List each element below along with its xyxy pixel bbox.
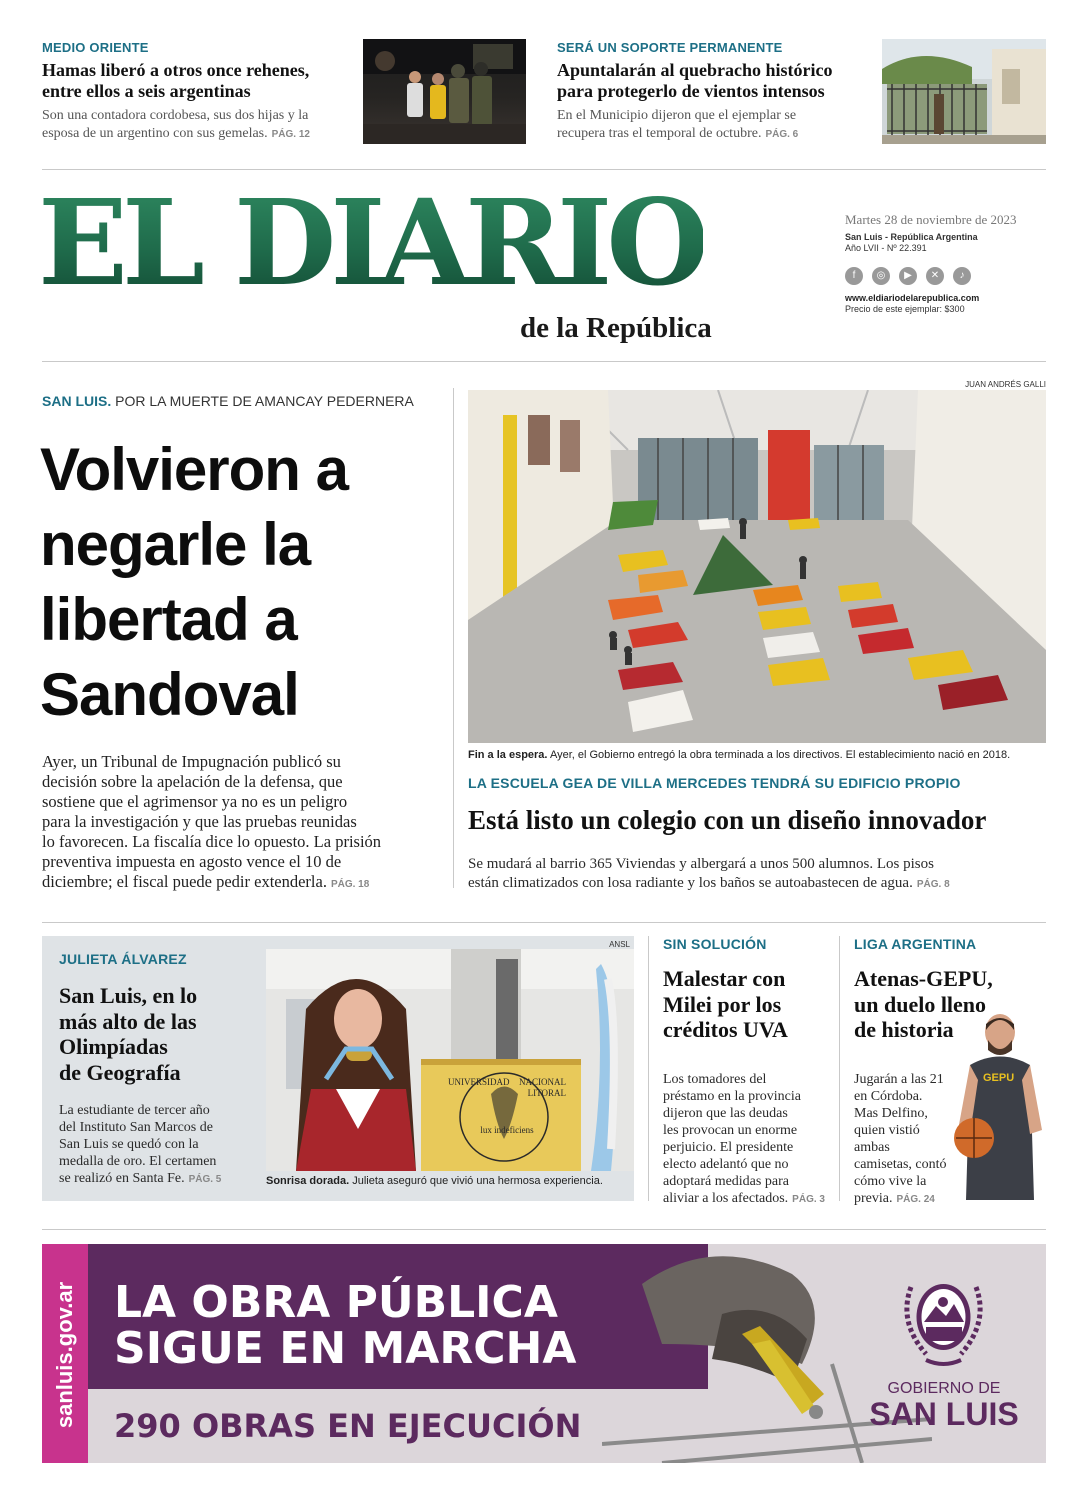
lead-column-divider <box>453 388 454 888</box>
podium-text <box>448 1077 566 1136</box>
top-story-1-headline-l2: entre ellos a seis argentinas <box>42 81 251 101</box>
page-ref: PÁG. 18 <box>330 879 370 890</box>
milei-kicker: SIN SOLUCIÓN <box>663 936 767 952</box>
basket-headline-line: Atenas-GEPU, <box>854 966 993 991</box>
top-divider <box>42 169 1046 170</box>
facebook-icon[interactable]: f <box>845 267 863 285</box>
gov-line2: SAN LUIS <box>869 1396 1019 1432</box>
basket-body-line: cómo vive la <box>854 1174 927 1189</box>
milei-headline-line: Milei por los <box>663 991 782 1017</box>
tiktok-icon[interactable]: ♪ <box>953 267 971 285</box>
lead-body-line: diciembre; el fiscal puede pedir extenderla. <box>42 872 327 891</box>
top-story-2-headline-l2: para protegerlo de vientos intensos <box>557 81 825 101</box>
top-story-1-summary-l2: esposa de un argentino con sus gemelas. <box>42 126 268 141</box>
top-story-2-headline-l1: Apuntalarán al quebracho histórico <box>557 60 833 80</box>
olympiad-body-line: La estudiante de tercer año <box>59 1103 210 1118</box>
page-ref: PÁG. 12 <box>271 129 310 140</box>
olympiad-body-line: San Luis se quedó con la <box>59 1137 199 1152</box>
top-story-1[interactable] <box>42 40 352 144</box>
olympiad-photo[interactable] <box>266 949 634 1171</box>
milei-headline[interactable] <box>663 966 843 1043</box>
top-story-2[interactable] <box>557 40 867 144</box>
edition-date: Martes 28 de noviembre de 2023 <box>845 212 1017 227</box>
olympiad-headline-line: San Luis, en lo <box>59 983 198 1008</box>
lead-headline-l2: negarle la <box>40 511 311 578</box>
lead-body <box>42 752 442 895</box>
page-ref: PÁG. 8 <box>916 879 950 890</box>
school-summary-l1: Se mudará al barrio 365 Viviendas y albergará a unos 500 alumnos. Los pisos <box>468 856 934 872</box>
top-story-1-summary <box>42 107 352 144</box>
basket-body-line: previa. <box>854 1191 893 1206</box>
basket-body <box>854 1071 994 1208</box>
school-headline[interactable]: Está listo un colegio con un diseño innovador <box>468 805 987 835</box>
top-story-2-summary-l2: recupera tras el temporal de octubre. <box>557 126 762 141</box>
milei-body-line: dijeron que las deudas <box>663 1106 788 1121</box>
san-luis-coat-of-arms-icon <box>896 1272 991 1372</box>
olympiad-body-line: medalla de oro. El certamen <box>59 1154 217 1169</box>
podium-text-3: LITORAL <box>527 1088 566 1098</box>
lead-body-line: Ayer, un Tribunal de Impugnación publicó su <box>42 752 341 771</box>
col-divider-1 <box>648 936 649 1201</box>
podium-text-4: lux <box>480 1125 492 1135</box>
milei-headline-line: Malestar con <box>663 966 786 991</box>
jersey-text: GEPU <box>983 1072 1015 1084</box>
school-summary <box>468 855 1058 894</box>
basket-body-line: Jugarán a las 21 <box>854 1072 944 1087</box>
middle-divider <box>42 922 1046 923</box>
milei-body-line: préstamo en la provincia <box>663 1089 802 1104</box>
olympiad-headline-line: más alto de las <box>59 1008 197 1034</box>
lead-headline-l3: libertad a <box>40 586 297 653</box>
top-story-1-headline[interactable] <box>42 60 352 102</box>
basket-kicker: LIGA ARGENTINA <box>854 936 977 952</box>
masthead-title[interactable]: EL DIARIO <box>38 173 704 312</box>
quebracho-photo-illustration <box>882 39 1046 144</box>
school-caption-text: Ayer, el Gobierno entregó la obra terminada a los directivos. El establecimiento nació en 2018. <box>549 749 1011 761</box>
lead-kicker-text: POR LA MUERTE DE AMANCAY PEDERNERA <box>115 393 414 409</box>
lead-kicker-place: SAN LUIS. <box>42 393 112 409</box>
price: Precio de este ejemplar: $300 <box>845 304 965 314</box>
top-story-1-kicker: MEDIO ORIENTE <box>42 40 149 55</box>
lead-headline[interactable] <box>40 432 348 732</box>
school-photo-caption <box>468 749 1046 761</box>
instagram-icon[interactable]: ◎ <box>872 267 890 285</box>
milei-body-line: aliviar a los afectados. <box>663 1191 789 1206</box>
ad-line1: LA OBRA PÚBLICA <box>114 1277 558 1328</box>
basket-body-line: quien vistió <box>854 1123 920 1138</box>
lead-headline-l4: Sandoval <box>40 661 299 728</box>
school-summary-l2: están climatizados con losa radiante y los baños se autoabastecen de agua. <box>468 875 913 891</box>
podium-text-5: indeficiens <box>494 1125 534 1135</box>
lead-kicker <box>42 393 414 409</box>
school-photo[interactable] <box>468 390 1046 743</box>
masthead-divider <box>42 361 1046 362</box>
olympiad-headline[interactable] <box>59 983 259 1085</box>
col-divider-2 <box>839 936 840 1201</box>
page-ref: PÁG. 24 <box>896 1194 935 1205</box>
milei-body-line: electo adelantó que no <box>663 1157 789 1172</box>
hostages-photo[interactable] <box>363 39 526 144</box>
olympiad-headline-line: de Geografía <box>59 1059 181 1085</box>
website-link[interactable]: www.eldiariodelarepublica.com <box>845 293 980 303</box>
basket-headline-line: de historia <box>854 1017 954 1042</box>
basket-body-line: en Córdoba. <box>854 1089 923 1104</box>
edition-info <box>845 212 1045 314</box>
olympiad-photo-illustration <box>266 949 634 1171</box>
lead-body-line: lo favorecen. La fiscalía dice lo opuesto. La prisión <box>42 832 382 851</box>
page-ref: PÁG. 3 <box>792 1194 825 1205</box>
lead-body-line: para la investigación y que las pruebas reunidas <box>42 812 357 831</box>
milei-body-line: perjuicio. El presidente <box>663 1140 794 1155</box>
top-story-2-summary-l1: En el Municipio dijeron que el ejemplar se <box>557 108 797 123</box>
ad-line3: 290 OBRAS EN EJECUCIÓN <box>114 1407 582 1445</box>
top-story-2-kicker: SERÁ UN SOPORTE PERMANENTE <box>557 40 783 55</box>
edition-number: Año LVII - Nº 22.391 <box>845 243 927 253</box>
page-ref: PÁG. 5 <box>188 1174 222 1185</box>
top-story-2-headline[interactable] <box>557 60 867 102</box>
edition-location: San Luis - República Argentina <box>845 232 978 242</box>
school-photo-illustration <box>468 390 1046 743</box>
lead-headline-l1: Volvieron a <box>40 436 348 503</box>
top-story-2-summary <box>557 107 867 144</box>
top-story-1-headline-l1: Hamas liberó a otros once rehenes, <box>42 60 310 80</box>
olympiad-photo-credit: ANSL <box>609 940 630 949</box>
gov-line1: GOBIERNO DE <box>887 1380 1001 1397</box>
olympiad-headline-line: Olimpíadas <box>59 1034 168 1059</box>
bottom-divider <box>42 1229 1046 1230</box>
olympiad-body-line: se realizó en Santa Fe. <box>59 1171 185 1186</box>
lead-body-line: preventiva impuesta en agosto vence el 10 de <box>42 852 342 871</box>
podium-text-1: UNIVERSIDAD <box>448 1077 510 1087</box>
olympiad-caption-bold: Sonrisa dorada. <box>266 1175 350 1187</box>
school-photo-credit: JUAN ANDRÉS GALLI <box>965 380 1046 389</box>
milei-body-line: Los tomadores del <box>663 1072 767 1087</box>
milei-headline-line: créditos UVA <box>663 1017 788 1042</box>
milei-body <box>663 1071 843 1208</box>
masthead-subtitle: de la República <box>520 312 712 344</box>
page-ref: PÁG. 6 <box>765 129 799 140</box>
milei-body-line: les provocan un enorme <box>663 1123 798 1138</box>
top-story-1-summary-l1: Son una contadora cordobesa, sus dos hijas y la <box>42 108 309 123</box>
olympiad-kicker: JULIETA ÁLVAREZ <box>59 951 187 967</box>
basket-body-line: Mas Delfino, <box>854 1106 928 1121</box>
olympiad-photo-caption <box>266 1175 634 1187</box>
olympiad-caption-text: Julieta aseguró que vivió una hermosa experiencia. <box>352 1175 603 1187</box>
quebracho-photo[interactable] <box>882 39 1046 144</box>
social-icons <box>845 265 1045 285</box>
gov-ad-banner[interactable] <box>42 1244 1046 1463</box>
basket-body-line: camisetas, contó <box>854 1157 947 1172</box>
x-icon[interactable]: ✕ <box>926 267 944 285</box>
podium-text-2: NACIONAL <box>519 1077 566 1087</box>
school-kicker: LA ESCUELA GEA DE VILLA MERCEDES TENDRÁ SU EDIFICIO PROPIO <box>468 775 961 791</box>
ad-side-url[interactable]: sanluis.gov.ar <box>52 1281 77 1429</box>
school-caption-bold: Fin a la espera. <box>468 749 548 761</box>
olympiad-body-line: del Instituto San Marcos de <box>59 1120 213 1135</box>
lead-body-line: sostiene que el agrimensor ya no es un peligro <box>42 792 348 811</box>
ad-line2: SIGUE EN MARCHA <box>114 1323 577 1374</box>
lead-body-line: decisión sobre la apelación de la defensa, que <box>42 772 343 791</box>
basket-body-line: ambas <box>854 1140 890 1155</box>
milei-body-line: adoptará medidas para <box>663 1174 789 1189</box>
basket-headline-line: un duelo lleno <box>854 991 987 1017</box>
olympiad-body <box>59 1102 264 1188</box>
hostages-photo-illustration <box>363 39 526 144</box>
youtube-icon[interactable]: ▶ <box>899 267 917 285</box>
